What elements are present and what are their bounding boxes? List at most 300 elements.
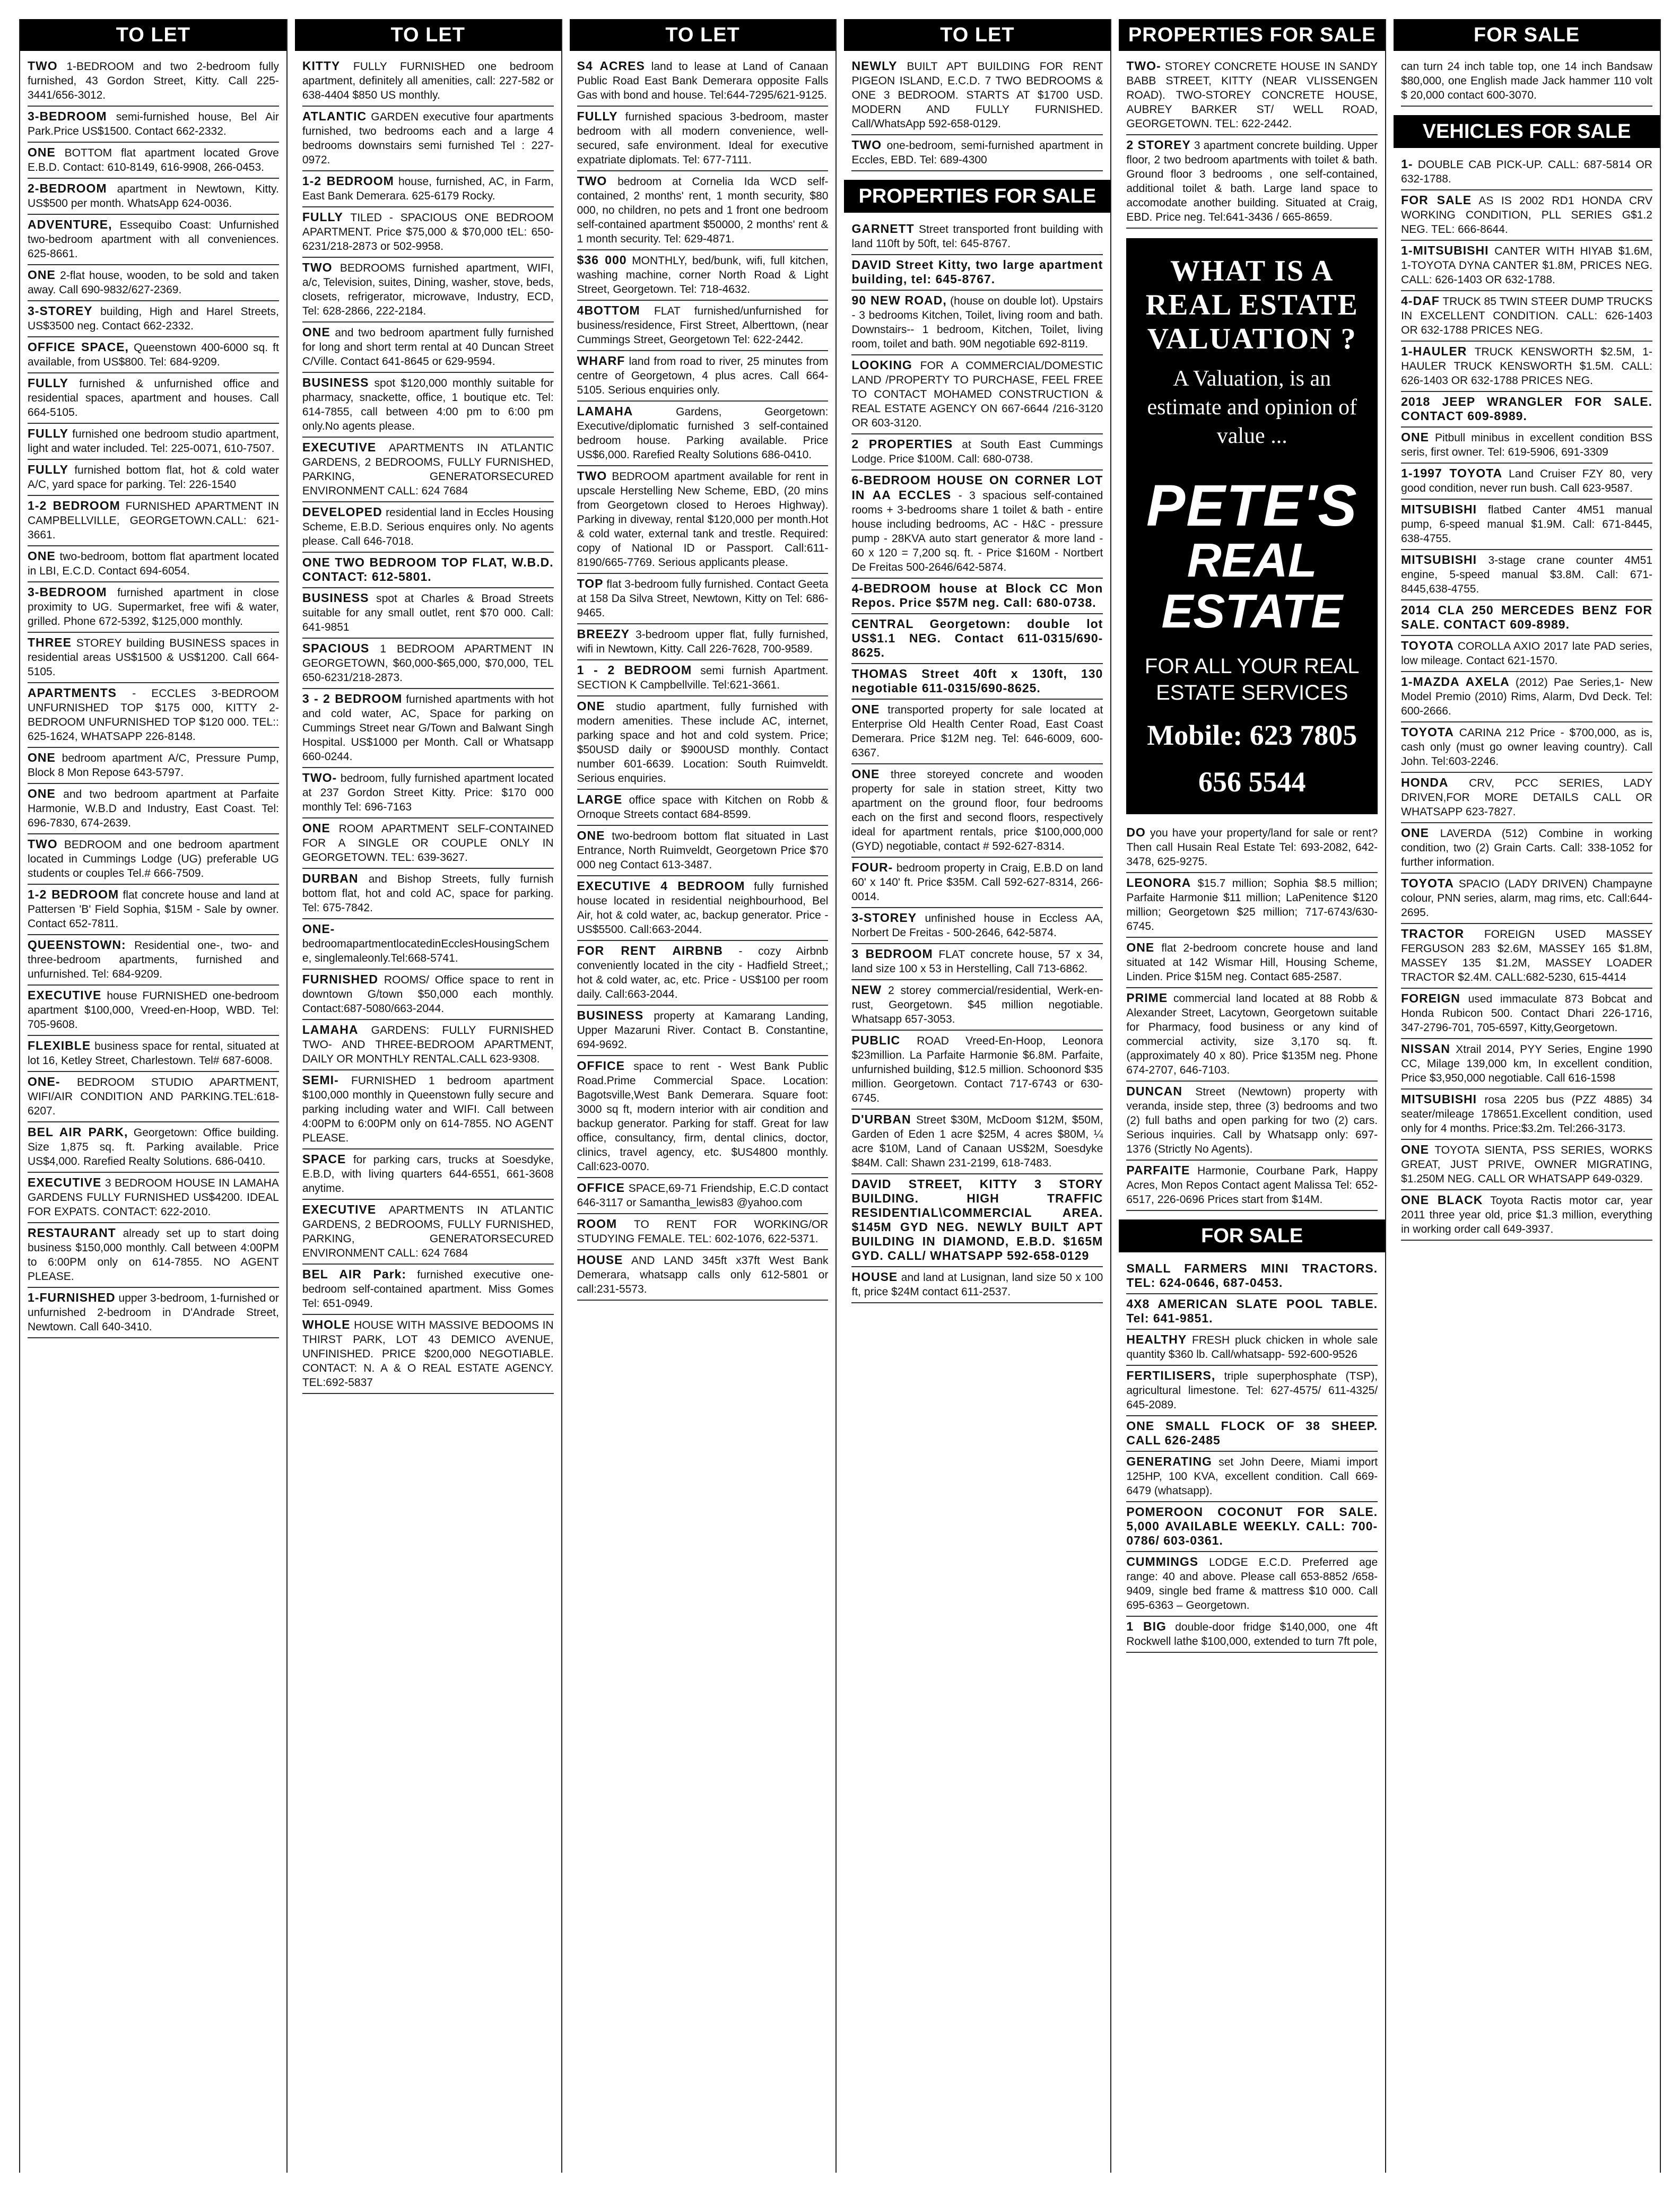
ad-text: BEDROOMS furnished apartment, WIFI, a/c, Television, suites, Dining, washer, stove, beds, closets, refrigerator, microwave, Industry, ECD, Tel: 628-2866, 222-2184. <box>302 262 554 317</box>
ad-text: TRUCK 85 TWIN STEER DUMP TRUCKS IN EXCELLENT CONDITION. CALL: 626-1403 OR 632-1788 PRICES NEG. <box>1401 295 1652 336</box>
ad-text: rosa 2205 bus (PZZ 4885) 34 seater/mileage 178651.Excellent condition, used only for 4 months. Price:$3.2m. Tel:266-3173. <box>1401 1094 1652 1135</box>
classified-ad <box>851 291 1103 355</box>
ad-keyword: SPACE <box>302 1152 346 1166</box>
ad-text: 3 BEDROOM HOUSE IN LAMAHA GARDENS FULLY FURNISHED US$4200. IDEAL FOR EXPATS. CONTACT: 622-2010. <box>28 1177 279 1218</box>
classified-ad <box>302 1200 554 1265</box>
ad-keyword: THREE <box>28 635 72 649</box>
ad-keyword: EXECUTIVE <box>302 440 377 454</box>
ad-text: 2 storey commercial/residential, Werk-en-rust, Georgetown. $45 million negotiable. Whatsapp 657-3053. <box>851 984 1103 1025</box>
ad-text: apartment in Newtown, Kitty. US$500 per month. WhatsApp 624-0036. <box>28 183 279 210</box>
ad-keyword: DEVELOPED <box>302 505 382 519</box>
promo-mobile-2: 656 5544 <box>1198 766 1306 798</box>
classified-ad <box>851 944 1103 980</box>
ad-keyword: BUSINESS <box>577 1008 644 1022</box>
ad-text: STOREY building BUSINESS spaces in residential areas US$1500 & US$1200. Call 664-5105. <box>28 637 279 678</box>
classified-ad <box>28 633 279 683</box>
ad-text: BOTTOM flat apartment located Grove E.B.D. Contact: 610-8149, 616-9908, 266-0453. <box>28 147 279 173</box>
ad-keyword: PARFAITE <box>1126 1163 1190 1177</box>
ad-text: upper 3-bedroom, 1-furnished or unfurnished 2-bedroom in D'Andrade Street, Newtown. Call 640-3410. <box>28 1292 279 1333</box>
classified-ad <box>851 56 1103 135</box>
ad-keyword: EXECUTIVE 4 BEDROOM <box>577 879 745 893</box>
classified-ad <box>302 373 554 438</box>
ad-text: Queenstown 400-6000 sq. ft available, from US$800. Tel: 684-9209. <box>28 342 279 368</box>
ad-keyword: 1 BIG <box>1126 1619 1167 1633</box>
classified-ad <box>28 834 279 885</box>
ad-text: semi-furnished house, Bel Air Park.Price US$1500. Contact 662-2332. <box>28 111 279 137</box>
classified-ad <box>1126 1161 1378 1211</box>
classified-ad <box>302 1070 554 1149</box>
ad-keyword: TWO <box>28 837 58 851</box>
classified-ad <box>577 107 829 171</box>
ad-keyword: TWO- <box>302 771 337 785</box>
classified-ad <box>302 970 554 1020</box>
ad-keyword: ONE <box>28 751 56 764</box>
classified-ad <box>28 885 279 935</box>
ad-keyword: OFFICE SPACE, <box>28 340 129 354</box>
ad-text: three storeyed concrete and wooden property for sale in station street, Kitty two apartment on the ground floor, four bedrooms each on the first and second floors, respectively ideal for apartment rentals, price $100,000,000 (GYD) negotiable, contact # 592-627-8314. <box>851 769 1103 852</box>
classified-ad <box>1126 1082 1378 1161</box>
ad-text: and two bedroom apartment at Parfaite Harmonie, W.B.D and Industry, East Coast. Tel: 696-7830, 674-2639. <box>28 788 279 829</box>
ad-keyword: FOREIGN <box>1401 991 1460 1005</box>
ad-keyword: TWO- <box>1126 59 1161 73</box>
classified-ad <box>1401 773 1652 823</box>
ad-text: Street transported front building with land 110ft by 50ft, tel: 645-8767. <box>851 223 1103 250</box>
ad-text: ROOMS/ Office space to rent in downtown G/town $50,000 each monthly. Contact:687-5080/663-2044. <box>302 974 554 1015</box>
classified-ad <box>302 207 554 258</box>
classified-ad <box>302 258 554 323</box>
ad-keyword: FOR RENT AIRBNB <box>577 944 723 957</box>
classified-ad <box>1126 1502 1378 1552</box>
ad-keyword: EXECUTIVE <box>28 1175 102 1189</box>
ad-keyword: 3-BEDROOM <box>28 585 107 599</box>
ad-keyword: MITSUBISHI <box>1401 502 1477 516</box>
classified-ad <box>1126 988 1378 1082</box>
section-header-2: VEHICLES FOR SALE <box>1394 115 1660 148</box>
ad-keyword: FLEXIBLE <box>28 1039 91 1052</box>
classified-ad <box>28 784 279 834</box>
classified-ad <box>302 107 554 171</box>
ad-keyword: TWO <box>28 59 58 73</box>
ad-text: 3-bedroom upper flat, fully furnished, wifi in Newtown, Kitty. Call 226-7628, 700-9589. <box>577 629 829 655</box>
ad-keyword: EXECUTIVE <box>28 988 102 1002</box>
ad-keyword: BEL AIR Park: <box>302 1267 407 1281</box>
ad-text: studio apartment, fully furnished with modern amenities. These include AC, internet, parking space and hot and cold system. Price; $50USD daily or $900USD monthly. Contact number 601-6639. Location: South Ruimveldt. Serious enquiries. <box>577 701 829 785</box>
classified-ad <box>577 696 829 790</box>
ad-text: HOUSE WITH MASSIVE BEDOOMS IN THIRST PARK, LOT 43 DEMICO AVENUE, UNFINISHED. PRICE $200,000 NEGOTIABLE. CONTACT: N. A & O REAL ESTATE AGENCY. TEL:692-5837 <box>302 1319 554 1389</box>
classified-ad <box>851 579 1103 614</box>
ad-text: APARTMENTS IN ATLANTIC GARDENS, 2 BEDROOMS, FULLY FURNISHED, PARKING, GENERATORSECURED ENVIRONMENT CALL: 624 7684 <box>302 1204 554 1259</box>
ad-keyword: BUSINESS <box>302 376 369 389</box>
ad-keyword: BEL AIR PARK, <box>28 1125 128 1139</box>
ad-keyword: CUMMINGS <box>1126 1555 1199 1569</box>
ad-text: two-bedroom bottom flat situated in Last Entrance, North Ruimveldt, Georgetown Price $70 000 neg Contact 613-3487. <box>577 830 829 871</box>
classified-ad <box>302 1020 554 1070</box>
ad-text: AND LAND 345ft x37ft West Bank Demerara, whatsapp calls only 612-5801 or call:231-5573. <box>577 1254 829 1295</box>
ad-text: two-bedroom, bottom flat apartment located in LBI, E.C.D. Contact 694-6054. <box>28 551 279 577</box>
ad-text: commercial land located at 88 Robb & Alexander Street, Lacytown, Georgetown suitable for Pharmacy, food business or any kind of commercial activity, size 3,170 sq. ft. (approximately 40 x 80). Price $135M neg. Phone 674-2707, 646-7103. <box>1126 992 1378 1076</box>
ad-keyword: ONE BLACK <box>1401 1193 1483 1207</box>
classified-ad <box>302 171 554 207</box>
classified-ad <box>28 546 279 582</box>
classified-ad <box>1126 1330 1378 1366</box>
ad-text: fully furnished house located in residential neighbourhood, Bel Air, hot & cold water, ac, backup generator. Price - US$5500. Call:663-2044. <box>577 881 829 936</box>
ad-text: TRUCK KENSWORTH $2.5M, 1-HAULER TRUCK KENSWORTH $1.5M. CALL: 626-1403 OR 632-1788 PRICES NEG. <box>1401 346 1652 387</box>
promo-tagline: FOR ALL YOUR REAL ESTATE SERVICES <box>1144 655 1360 704</box>
ad-keyword: ONE TWO BEDROOM TOP FLAT, W.B.D. CONTACT: 612-5801. <box>302 555 554 583</box>
classifieds-page <box>19 19 1661 2173</box>
classified-ad <box>28 265 279 301</box>
classified-ad <box>302 588 554 639</box>
ad-keyword: 3 - 2 BEDROOM <box>302 692 403 705</box>
classified-ad <box>302 502 554 553</box>
ad-keyword: ONE <box>28 787 56 800</box>
classified-ad <box>1401 672 1652 722</box>
ad-keyword: FULLY <box>28 463 68 476</box>
ad-keyword: MITSUBISHI <box>1401 553 1477 567</box>
ad-keyword: ONE <box>302 325 330 339</box>
classified-ad <box>1126 823 1378 873</box>
ad-keyword: LOOKING <box>851 358 912 372</box>
classified-ad <box>851 980 1103 1031</box>
section-header: TO LET <box>20 19 286 51</box>
ad-text: FLAT furnished/unfurnished for business/residence, First Street, Alberttown, (near Cummings Street, Georgetown Tel: 622-2442. <box>577 305 829 346</box>
ad-keyword: 1-FURNISHED <box>28 1291 116 1304</box>
classified-ad <box>1401 428 1652 464</box>
ad-text: already set up to start doing business $150,000 monthly. Call between 4:00PM to 6:00PM only on 614-7855. NO AGENT PLEASE. <box>28 1227 279 1283</box>
classified-ad <box>577 876 829 941</box>
classified-ad <box>851 219 1103 255</box>
ad-text: 1-BEDROOM and two 2-bedroom fully furnished, 43 Gordon Street, Kitty. Call 225- 3441/656-3012. <box>28 60 279 101</box>
ad-keyword: ONE <box>851 702 880 716</box>
ad-keyword: 2-BEDROOM <box>28 181 107 195</box>
ad-text: unfinished house in Eccless AA, Norbert De Freitas - 500-2646, 642-5874. <box>851 912 1103 939</box>
section-header: TO LET <box>295 19 561 51</box>
ad-keyword: FOR SALE <box>1401 193 1472 207</box>
ad-text: land to lease at Land of Canaan Public Road East Bank Demerara opposite Falls Gas with bond and house. Tel:644-7295/621-9125. <box>577 60 829 101</box>
classified-ad <box>28 215 279 265</box>
ad-text: office space with Kitchen on Robb & Ornoque Streets contact 684-8599. <box>577 794 829 821</box>
ad-keyword: 3 BEDROOM <box>851 947 933 961</box>
classified-ad <box>302 818 554 869</box>
classified-ad <box>851 1031 1103 1110</box>
ad-keyword: BUSINESS <box>302 591 369 605</box>
ad-text: ROAD Vreed-En-Hoop, Leonora $23million. La Parfaite Harmonie $6.8M. Parfaite, unfurnished building, $12.5 million. Schoonord $35 million. Georgetown. Contact 717-6743 or 630-6745. <box>851 1035 1103 1104</box>
classified-ad <box>1126 135 1378 229</box>
classified-ad <box>28 1122 279 1173</box>
classified-ad <box>1126 1452 1378 1502</box>
section-header-2: FOR SALE <box>1119 1219 1385 1252</box>
ad-keyword: 2 PROPERTIES <box>851 437 953 451</box>
classified-ad <box>302 1265 554 1315</box>
ad-text: and Bishop Streets, fully furnish bottom flat, hot and cold AC, space for parking. Tel: 675-7842. <box>302 873 554 914</box>
ad-text: space to rent - West Bank Public Road.Prime Commercial Space. Location: Bagotsville,West Bank Demerara. Square foot: 3000 sq ft, modern interior with air condition and backup generator. Parking for staff. Great for law office, consultancy, firm, dental clinics, doctor, clinics, travel agency, etc. $US4800 monthly. Call:623-0070. <box>577 1060 829 1173</box>
ad-keyword: SEMI- <box>302 1073 339 1087</box>
ad-text: bedroom, fully furnished apartment located at 237 Gordon Street Kitty. Price: $170 000 monthly Tel: 696-7163 <box>302 772 554 813</box>
ad-text: BEDROOM STUDIO APARTMENT, WIFI/AIR CONDITION AND PARKING.TEL:618-6207. <box>28 1076 279 1117</box>
promo-logo-name: PETE'S <box>1146 473 1358 538</box>
ad-text: building, High and Harel Streets, US$3500 neg. Contact 662-2332. <box>28 306 279 332</box>
ad-keyword: ONE <box>1401 826 1429 840</box>
classified-ad <box>28 143 279 179</box>
ad-keyword: NEW <box>851 983 882 997</box>
ad-keyword: QUEENSTOWN: <box>28 938 126 952</box>
ad-text: transported property for sale located at Enterprise Old Health Center Road, East Coast Demerara. Price $12M neg. Tel: 646-6009, 600-6367. <box>851 704 1103 759</box>
ad-keyword: ONE SMALL FLOCK OF 38 SHEEP. CALL 626-2485 <box>1126 1419 1378 1447</box>
ad-keyword: TRACTOR <box>1401 927 1465 940</box>
ad-keyword: WHOLE <box>302 1318 351 1331</box>
classified-ad <box>577 624 829 660</box>
ad-keyword: BREEZY <box>577 627 630 641</box>
classified-ad <box>577 351 829 402</box>
ad-keyword: DAVID STREET, KITTY 3 STORY BUILDING. HIGH TRAFFIC RESIDENTIAL\COMMERCIAL AREA. $145M GYD NEG. NEWLY BUILT APT BUILDING IN DIAMOND, E.B.D. $165M GYD. CALL/ WHATSAPP 592-658-0129 <box>851 1177 1103 1262</box>
classified-ad <box>28 179 279 215</box>
ad-text: APARTMENTS IN ATLANTIC GARDENS, 2 BEDROOMS, FULLY FURNISHED, PARKING, GENERATORSECURED ENVIRONMENT CALL: 624 7684 <box>302 442 554 497</box>
ad-text: for parking cars, trucks at Soesdyke, E.B.D, with living quarters 644-6551, 661-3608 anytime. <box>302 1154 554 1195</box>
ad-text: TO RENT FOR WORKING/OR STUDYING FEMALE. TEL: 602-1076, 622-5371. <box>577 1218 829 1245</box>
ad-keyword: ROOM <box>577 1217 617 1231</box>
ad-text: flatbed Canter 4M51 manual pump, 6-speed manual $1.9M. Call: 671-8445, 638-4755. <box>1401 504 1652 545</box>
ad-keyword: 3-STOREY <box>851 911 917 925</box>
ad-text: FURNISHED 1 bedroom apartment $100,000 monthly in Queenstown fully secure and parking including water and WIFI. Call between 4:00PM to 6:00PM only on 614-7855. NO AGENT PLEASE. <box>302 1075 554 1144</box>
classified-ad <box>28 460 279 496</box>
promo-question-text: WHAT IS A REAL ESTATE VALUATION <box>1145 255 1359 355</box>
ad-keyword: TOP <box>577 577 604 590</box>
classified-ad <box>851 1267 1103 1303</box>
ad-text: BEDROOM apartment available for rent in upscale Herstelling New Scheme, EBD, (20 mins from Georgetown closed to Heroes Highway). Parking in diveway, rental $120,000 per month.Hot & cold water, external tank and trestle. Required: copy of National ID or Passport. Call:611-8190/665-7769. Serious applicants please. <box>577 470 829 569</box>
ad-keyword: ONE- <box>28 1075 60 1088</box>
ad-keyword: TWO <box>302 260 333 274</box>
classified-ad <box>28 424 279 460</box>
ad-text: $15.7 million; Sophia $8.5 million; Parfaite Harmonie $11 million; LaPenitence $120 million; Georgetown $25 million; 717-6743/630-6745. <box>1126 877 1378 933</box>
ad-text: MONTHLY, bed/bunk, wifi, full kitchen, washing machine, corner North Road & Light Street, Georgetown. Tel: 718-4632. <box>577 255 829 295</box>
ad-text: FLAT concrete house, 57 x 34, land size 100 x 53 in Herstelling, Call 713-6862. <box>851 948 1103 975</box>
classified-ad <box>1126 873 1378 938</box>
ad-keyword: NISSAN <box>1401 1042 1451 1056</box>
classified-ad <box>1126 56 1378 135</box>
ad-keyword: LEONORA <box>1126 876 1191 890</box>
ad-keyword: HEALTHY <box>1126 1332 1187 1346</box>
classified-ad <box>851 135 1103 171</box>
classified-ad <box>851 908 1103 944</box>
ad-text: Street (Newtown) property with veranda, inside step, three (3) bedrooms and two (2) full baths and open parking for two (2) cars. Serious inquiries. Call by Whatsapp only: 697-1376 (Strictly No Agents). <box>1126 1086 1378 1155</box>
ad-keyword: LARGE <box>577 792 623 806</box>
classified-ad <box>28 582 279 633</box>
classified-ad <box>302 1315 554 1394</box>
classified-ad <box>851 470 1103 579</box>
section-header: FOR SALE <box>1394 19 1660 51</box>
classified-ad <box>1126 1416 1378 1452</box>
ad-keyword: KITTY <box>302 59 341 73</box>
ad-text: residential land in Eccles Housing Scheme, E.B.D. Serious enquires only. No agents please. Call 646-7018. <box>302 507 554 547</box>
ad-keyword: POMEROON COCONUT FOR SALE. 5,000 AVAILABLE WEEKLY. CALL: 700-0786/ 603-0361. <box>1126 1505 1378 1547</box>
ad-text: CARINA 212 Price - $700,000, as is, cash only (must go owner leaving country). Call John. Tel:603-2246. <box>1401 727 1652 768</box>
classified-ad <box>1401 550 1652 600</box>
classified-ad <box>851 614 1103 664</box>
ad-keyword: 90 NEW ROAD, <box>851 293 947 307</box>
ad-keyword: THOMAS Street 40ft x 130ft, 130 negotiable 611-0315/690-8625. <box>851 667 1103 695</box>
ad-text: BUILT APT BUILDING FOR RENT PIGEON ISLAND, E.C.D. 7 TWO BEDROOMS & ONE 3 BEDROOM. STARTS AT $1700 USD. MODERN AND FULLY FURNISHED. Call/WhatsApp 592-658-0129. <box>851 60 1103 130</box>
ad-keyword: 1-MAZDA AXELA <box>1401 675 1510 689</box>
ad-keyword: TWO <box>577 174 607 188</box>
ad-keyword: TOYOTA <box>1401 876 1454 890</box>
ad-text: bedroom at Cornelia Ida WCD self-contained, 2 months' rent, 1 month security, $80 000, no children, no pets and 1 front one bedroom self-contained apartment $50000, 2 months' rent & 1 month security. Tel: 629-4871. <box>577 176 829 245</box>
classified-ad <box>302 639 554 689</box>
ad-keyword: ONE <box>1401 1143 1429 1156</box>
ad-keyword: TOYOTA <box>1401 639 1454 652</box>
ad-keyword: S4 ACRES <box>577 59 645 73</box>
ad-text: spot at Charles & Broad Streets suitable for any small outlet, rent $70 000. Call: 641-9851 <box>302 593 554 633</box>
ad-text: (house on double lot). Upstairs - 3 bedrooms Kitchen, Toilet, living room and bath. Downstairs-- 1 bedroom, Kitchen, Toilet, living room, toilet and bath. 90M negotiable 692-8119. <box>851 295 1103 350</box>
classified-ad <box>28 986 279 1036</box>
ad-text: GARDEN executive four apartments furnished, two bedrooms each and a large 4 bedrooms downstairs semi furnished Tel : 227-0972. <box>302 111 554 166</box>
classified-ad <box>577 790 829 826</box>
ad-text: Toyota Ractis motor car, year 2011 three year old, price $1.3 million, everything in working order call 649-3937. <box>1401 1195 1652 1235</box>
ad-text: TOYOTA SIENTA, PSS SERIES, WORKS GREAT, JUST PRIVE, OWNER MIGRATING, $1.250M NEG. CALL OR WHATSAPP 649-0329. <box>1401 1144 1652 1185</box>
ad-keyword: DUNCAN <box>1126 1084 1182 1098</box>
column-2 <box>295 19 562 2173</box>
classified-ad <box>577 941 829 1006</box>
ad-text: double-door fridge $140,000, one 4ft Rockwell lathe $100,000, extended to turn 7ft pole, <box>1126 1621 1378 1648</box>
ad-text: you have your property/land for sale or rent? Then call Husain Real Estate Tel: 693-2082, 642-3478, 625-9275. <box>1126 827 1378 868</box>
classified-ad <box>28 748 279 784</box>
ad-keyword: 1-2 BEDROOM <box>28 887 119 901</box>
classified-ad <box>851 434 1103 470</box>
classified-ad <box>577 1250 829 1301</box>
ad-text: furnished executive one-bedroom self-contained apartment. Miss Gomes Tel: 651-0949. <box>302 1269 554 1310</box>
ad-keyword: MITSUBISHI <box>1401 1092 1477 1106</box>
classified-ad <box>1401 342 1652 392</box>
ad-keyword: 1- <box>1401 157 1413 171</box>
classified-ad <box>851 764 1103 858</box>
ad-text: semi furnish Apartment. SECTION K Campbellville. Tel:621-3661. <box>577 665 829 691</box>
ad-keyword: DURBAN <box>302 872 359 885</box>
ad-text: Xtrail 2014, PYY Series, Engine 1990 CC, Milage 139,000 km, In excellent condition, Price $3,950,000 negotiable. Call 616-1598 <box>1401 1043 1652 1084</box>
column-3 <box>570 19 837 2173</box>
classified-ad <box>28 935 279 986</box>
classified-ad <box>302 323 554 373</box>
classified-ad <box>577 1056 829 1178</box>
ad-text: (2012) Pae Series,1- New Model Premio (2010) Rims, Alarm, Dvd Deck. Tel: 600-2666. <box>1401 676 1652 717</box>
ad-text: COROLLA AXIO 2017 late PAD series, low mileage. Contact 621-1570. <box>1401 640 1652 667</box>
ad-keyword: 6-BEDROOM HOUSE ON CORNER LOT IN AA ECCLES <box>851 473 1103 502</box>
ad-text: - ECCLES 3-BEDROOM UNFURNISHED TOP $175 000, KITTY 2-BEDROOM UNFURNISHED TOP $120 000. TEL:: 625-1624, WHATSAPP 226-8148. <box>28 687 279 743</box>
ad-keyword: LAMAHA <box>302 1023 359 1036</box>
ad-text: ROOM APARTMENT SELF-CONTAINED FOR A SINGLE OR COUPLE ONLY IN GEORGETOWN. TEL: 639-3627. <box>302 823 554 864</box>
ad-keyword: ONE <box>28 268 56 282</box>
ad-text: flat 2-bedroom concrete house and land situated at 142 Wismar Hill, Housing Scheme, Linden. Price $15M neg. Contact 685-2587. <box>1126 942 1378 983</box>
ad-keyword: TOYOTA <box>1401 725 1454 739</box>
ad-keyword: SPACIOUS <box>302 641 370 655</box>
ad-text: Harmonie, Courbane Park, Happy Acres, Mon Repos Contact agent Malissa Tel: 652-6517, 226-0696 Prices start from $14M. <box>1126 1165 1378 1206</box>
promo-mobile: Mobile: 623 7805 <box>1147 719 1357 751</box>
ad-text: SPACE,69-71 Friendship, E.C.D contact 646-3117 or Samantha_lewis83 @yahoo.com <box>577 1182 829 1209</box>
classified-ad <box>302 438 554 502</box>
ad-text: TILED - SPACIOUS ONE BEDROOM APARTMENT. Price $75,000 & $70,000 tEL: 650-6231/218-2873 or 502-9958. <box>302 212 554 252</box>
ad-text: can turn 24 inch table top, one 14 inch Bandsaw $80,000, one English made Jack hammer 110 volt $ 20,000 contact 600-3070. <box>1401 60 1652 101</box>
ad-text: spot $120,000 monthly suitable for pharmacy, snackette, office, 1 boutique etc. Tel: 614-7855, call between 4:00 pm to 6:00 pm only.No agents please. <box>302 377 554 432</box>
classified-ad <box>1401 464 1652 500</box>
classified-ad <box>28 1036 279 1072</box>
ad-keyword: ONE <box>1126 940 1155 954</box>
classified-ad <box>302 919 554 970</box>
ad-text: land from road to river, 25 minutes from centre of Georgetown, 4 plus acres. Call 664-5105. Serious enquiries only. <box>577 355 829 396</box>
ad-text: CRV, PCC SERIES, LADY DRIVEN,FOR MORE DETAILS CALL OR WHATSAPP 623-7827. <box>1401 777 1652 818</box>
classified-ad <box>28 1288 279 1338</box>
ad-keyword: TWO <box>851 138 882 152</box>
ad-text: 3-stage crane counter 4M51 engine, 5-speed manual $3.8M. Call: 671-8445,638-4755. <box>1401 554 1652 595</box>
ad-keyword: 1 - 2 BEDROOM <box>577 663 692 677</box>
classified-ad <box>577 402 829 466</box>
ad-keyword: FULLY <box>577 109 618 123</box>
ad-text: FOREIGN USED MASSEY FERGUSON 283 $2.6M, MASSEY 165 $1.8M, MASSEY 135 $1.2M, MASSEY LOADER TRACTOR $2.4M. CALL:682-5230, 615-4414 <box>1401 928 1652 983</box>
ad-text: Land Cruiser FZY 80, very good condition, never run bush. Call 623-9587. <box>1401 468 1652 494</box>
ad-text: Street $30M, McDoom $12M, $50M, Garden of Eden 1 acre $25M, 4 acres $80M, ¼ acre $10M, Land of Canaan US$2M, Soesdyke $84M. Call: Shawn 231-2199, 618-7483. <box>851 1114 1103 1169</box>
classified-ad <box>577 56 829 107</box>
ad-keyword: LAMAHA <box>577 404 633 418</box>
classified-ad <box>577 1006 829 1056</box>
ad-keyword: OFFICE <box>577 1181 625 1195</box>
ad-text: FRESH pluck chicken in whole sale quantity $360 lb. Call/whatsapp- 592-600-9526 <box>1126 1334 1378 1361</box>
classified-ad <box>1401 600 1652 636</box>
ad-keyword: 4-BEDROOM house at Block CC Mon Repos. Price $57M neg. Call: 680-0738. <box>851 581 1103 609</box>
ad-keyword: 1-MITSUBISHI <box>1401 243 1489 257</box>
classified-ad <box>1401 989 1652 1039</box>
ad-text: furnished bottom flat, hot & cold water A/C, yard space for parking. Tel: 226-1540 <box>28 464 279 491</box>
ad-keyword: ADVENTURE, <box>28 217 112 231</box>
classified-ad <box>28 496 279 546</box>
ad-text: AS IS 2002 RD1 HONDA CRV WORKING CONDITION, PLL SERIES G$1.2 NEG. TEL: 666-8644. <box>1401 195 1652 236</box>
classified-ad <box>577 466 829 574</box>
classified-ad <box>851 1110 1103 1174</box>
ad-text: and two bedroom apartment fully furnished for long and short term rental at 40 Duncan Street C/Ville. Contact 641-8645 or 629-9594. <box>302 327 554 368</box>
ad-text: 1 BEDROOM APARTMENT IN GEORGETOWN, $60,000-$65,000, $70,000, TEL 650-6231/218-2873. <box>302 643 554 684</box>
ad-text: Residential one-, two- and three-bedroom apartments, furnished and unfurnished. Tel: 684-9209. <box>28 939 279 980</box>
ad-keyword: FULLY <box>28 426 68 440</box>
ad-keyword: HOUSE <box>851 1270 898 1284</box>
ad-keyword: PRIME <box>1126 991 1168 1005</box>
section-header-2: PROPERTIES FOR SALE <box>844 180 1110 213</box>
ad-keyword: GARNETT <box>851 222 915 236</box>
real-estate-promo <box>1126 238 1378 814</box>
classified-ad <box>851 255 1103 291</box>
promo-subtitle: A Valuation, is an estimate and opinion of value ... <box>1147 367 1357 448</box>
question-mark-icon: ? <box>1340 323 1357 355</box>
ad-text: bedroom property in Craig, E.B.D on land 60' x 140' ft. Price $35M. Call 592-627-8314, 266-0014. <box>851 862 1103 903</box>
ad-keyword: 2014 CLA 250 MERCEDES BENZ FOR SALE. CONTACT 609-8989. <box>1401 603 1652 631</box>
ad-text: triple superphosphate (TSP), agricultural limestone. Tel: 627-4575/ 611-4325/ 645-2089. <box>1126 1370 1378 1411</box>
ad-text: flat 3-bedroom fully furnished. Contact Geeta at 158 Da Silva Street, Newtown, Kitty on Tel: 686-9465. <box>577 578 829 619</box>
ad-text: business space for rental, situated at lot 16, Ketley Street, Charlestown. Tel# 687-6008. <box>28 1040 279 1067</box>
classified-ad <box>577 171 829 250</box>
ad-keyword: EXECUTIVE <box>302 1203 377 1216</box>
ad-keyword: ONE <box>851 767 880 781</box>
section-header: PROPERTIES FOR SALE <box>1119 19 1385 51</box>
classified-ad <box>1401 924 1652 989</box>
ad-keyword: 4-DAF <box>1401 294 1440 308</box>
ad-keyword: HOUSE <box>577 1253 623 1267</box>
ad-keyword: ONE <box>302 821 330 835</box>
ad-text: - cozy Airbnb conveniently located in the city - Hadfield Street,; hot & cold water, ac, etc. Price - US$100 per room daily. Call:663-2044. <box>577 945 829 1000</box>
ad-keyword: FULLY <box>302 210 343 224</box>
classified-ad <box>28 301 279 337</box>
ad-text: CANTER WITH HIYAB $1.6M, 1-TOYOTA DYNA CANTER $1.8M, PRICES NEG. CALL: 626-1403 OR 632-1788. <box>1401 245 1652 286</box>
column-4 <box>844 19 1111 2173</box>
ad-text: 2-flat house, wooden, to be sold and taken away. Call 690-9832/627-2369. <box>28 269 279 296</box>
classified-ad <box>1401 190 1652 241</box>
ad-keyword: 1-2 BEDROOM <box>302 174 394 188</box>
ad-text: Essequibo Coast: Unfurnished two-bedroom apartment with all conveniences. 625-8661. <box>28 219 279 260</box>
ad-text: house FURNISHED one-bedroom apartment $100,000, Vreed-en-Hoop, WBD. Tel: 705-9608. <box>28 990 279 1031</box>
